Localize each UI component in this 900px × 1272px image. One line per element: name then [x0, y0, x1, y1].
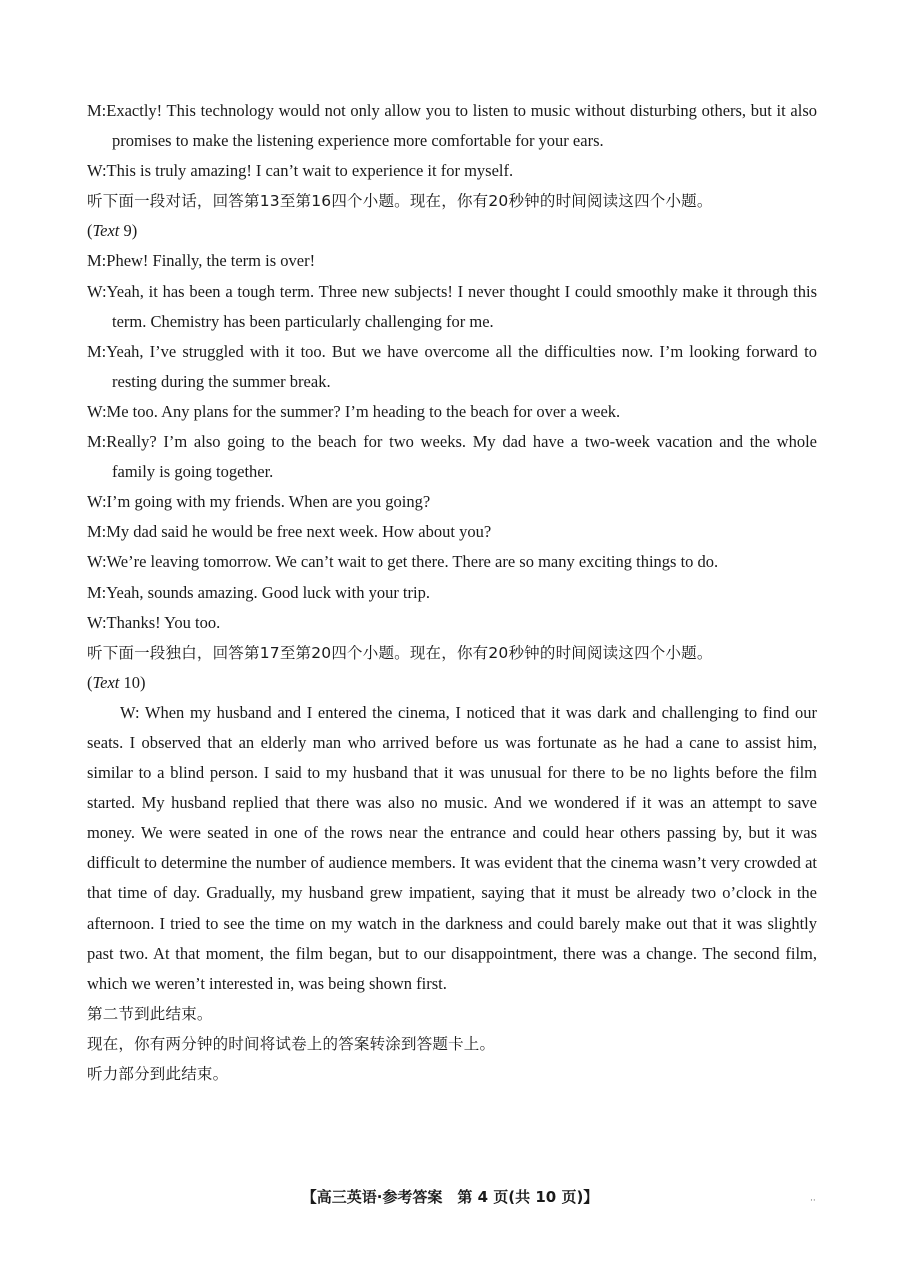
page-content: [87, 96, 817, 1089]
instruction-text9: 听下面一段对话，回答第13至第16四个小题。现在，你有20秒钟的时间阅读这四个小题。: [87, 192, 713, 211]
utterance: Thanks! You too.: [106, 612, 221, 632]
utterance: Exactly! This technology would not only allow you to listen to music without disturbing others, but it also promises to make the listening experience more comfortable for your ears.: [106, 101, 817, 151]
speaker: M:: [87, 432, 107, 452]
utterance: Yeah, sounds amazing. Good luck with your trip.: [106, 582, 430, 602]
speaker: W:: [87, 281, 107, 301]
page-footer: 【高三英语·参考答案 第 4 页(共 10 页)】: [301, 1188, 599, 1206]
speaker: M:: [87, 251, 107, 271]
speaker: W:: [87, 401, 107, 421]
speaker: M:: [87, 522, 107, 542]
text9-label: (Text 9): [87, 221, 138, 241]
corner-mark: ··: [810, 1196, 816, 1206]
dialogue-line: [87, 397, 817, 427]
utterance: I’m going with my friends. When are you going?: [106, 492, 431, 512]
dialogue-line: [87, 246, 817, 276]
dialogue-line: [87, 156, 817, 186]
speaker: W:: [87, 612, 107, 632]
speaker: M:: [87, 101, 107, 120]
closing-line: 听力部分到此结束。: [87, 1065, 229, 1083]
dialogue-line: [87, 578, 817, 608]
utterance: Phew! Finally, the term is over!: [106, 251, 316, 271]
dialogue-line: [87, 487, 817, 517]
dialogue-line: [87, 277, 817, 337]
text10-label: (Text 10): [87, 672, 146, 692]
speaker: M:: [87, 341, 107, 361]
speaker: W:: [87, 492, 107, 512]
utterance: Me too. Any plans for the summer? I’m heading to the beach for over a week.: [106, 401, 621, 421]
speaker: W:: [87, 552, 107, 572]
closing-line: 现在，你有两分钟的时间将试卷上的答案转涂到答题卡上。: [87, 1034, 496, 1053]
utterance: My dad said he would be free next week. How about you?: [106, 522, 492, 542]
utterance: We’re leaving tomorrow. We can’t wait to get there. There are so many exciting things to do.: [106, 552, 719, 572]
speaker: W:: [87, 161, 107, 181]
monologue-paragraph: W: When my husband and I entered the cinema, I noticed that it was dark and challenging to find our seats. I observed that an elderly man who arrived before us was fortunate as he had a cane to assist him, similar to a blind person. I said to my husband that it was unusual for there to be no lights before the film started. My husband replied that there was also no music. And we wondered if it was an attempt to save money. We were seated in one of the rows near the entrance and could hear others passing by, but it was difficult to determine the number of audience members. It was evident that the cinema wasn’t very crowded at that time of day. Gradually, my husband grew impatient, saying that it must be already two o’clock in the afternoon. I tried to see the time on my watch in the darkness and could barely make out that it was slightly past two. At that moment, the film began, but to our disappointment, there was a change. The second film, which we weren’t interested in, was being shown first.: [87, 702, 817, 993]
dialogue-line: [87, 427, 817, 487]
utterance: Really? I’m also going to the beach for two weeks. My dad have a two-week vacation and the whole family is going together.: [106, 432, 817, 482]
dialogue-line: [87, 608, 817, 638]
utterance: Yeah, I’ve struggled with it too. But we have overcome all the difficulties now. I’m looking forward to resting during the summer break.: [106, 341, 817, 391]
utterance: This is truly amazing! I can’t wait to experience it for myself.: [106, 161, 514, 181]
dialogue-line: [87, 517, 817, 547]
closing-line: 第二节到此结束。: [87, 1004, 213, 1023]
utterance: Yeah, it has been a tough term. Three new subjects! I never thought I could smoothly make it through this term. Chemistry has been particularly challenging for me.: [106, 281, 817, 331]
dialogue-line: [87, 547, 817, 577]
dialogue-line: [87, 96, 817, 156]
dialogue-line: [87, 337, 817, 397]
instruction-text10: 听下面一段独白，回答第17至第20四个小题。现在，你有20秒钟的时间阅读这四个小题。: [87, 643, 713, 662]
speaker: M:: [87, 582, 107, 602]
